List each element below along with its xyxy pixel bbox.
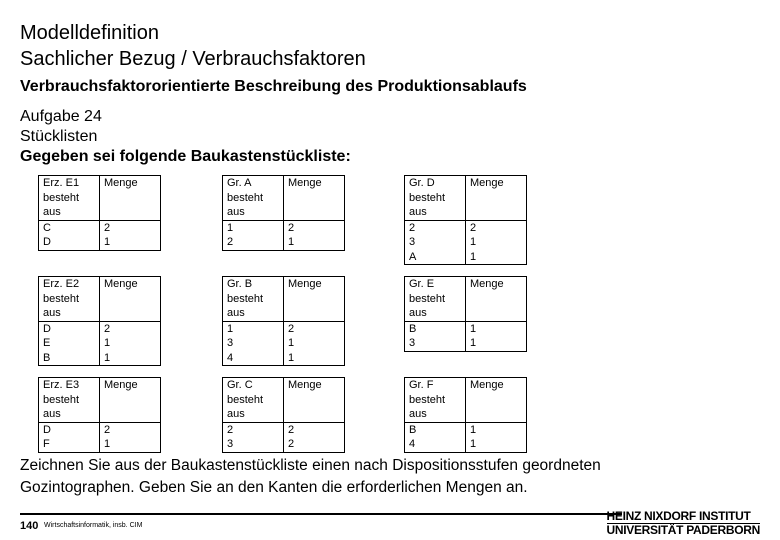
bom-quantity: 1 xyxy=(288,337,295,349)
bom-table xyxy=(222,276,345,366)
bom-quantity: 1 xyxy=(104,438,111,450)
bom-items-row xyxy=(405,422,527,452)
bom-table xyxy=(38,175,161,251)
bom-parent-cell xyxy=(405,378,466,423)
logo-line-2: UNIVERSITÄT PADERBORN xyxy=(606,523,760,537)
task-topic: Stücklisten xyxy=(20,128,98,145)
bom-parent-text: aus xyxy=(43,307,61,319)
bom-quantity: 1 xyxy=(104,351,111,364)
bom-header-row xyxy=(405,176,527,221)
bom-component: B xyxy=(409,322,417,335)
title-line-1: Modelldefinition xyxy=(20,22,159,44)
bom-quantity: 2 xyxy=(288,423,295,436)
bom-menge-header: Menge xyxy=(100,277,161,322)
bom-quantity: 1 xyxy=(470,322,477,335)
bom-component: 3 xyxy=(227,337,234,349)
bom-parent-text: besteht xyxy=(227,191,264,204)
bom-header-row xyxy=(405,277,527,322)
bom-parent-cell xyxy=(223,176,284,221)
bom-component: 4 xyxy=(227,351,234,364)
bom-table xyxy=(222,175,345,251)
bom-parent-text: Erz. E3 xyxy=(43,379,80,391)
bom-component-cell xyxy=(39,321,100,366)
bom-parent-text: Gr. A xyxy=(227,177,252,189)
bom-quantity-cell xyxy=(466,321,527,351)
instruction-line-1: Zeichnen Sie aus der Baukastenstückliste einen nach Dispositionsstufen geordneten xyxy=(20,457,601,474)
bom-table xyxy=(404,377,527,453)
bom-component: B xyxy=(43,351,51,364)
bom-quantity-cell xyxy=(466,422,527,452)
bom-items-row xyxy=(223,220,345,250)
bom-parent-cell xyxy=(39,378,100,423)
bom-parent-text: besteht xyxy=(227,393,264,406)
bom-component: 1 xyxy=(227,322,234,335)
page-number: 140 xyxy=(20,520,39,532)
bom-quantity: 1 xyxy=(104,236,111,248)
bom-quantity-cell xyxy=(100,321,161,366)
bom-quantity: 1 xyxy=(470,250,477,263)
bom-header-row xyxy=(405,378,527,423)
task-number: Aufgabe 24 xyxy=(20,108,102,125)
bom-component: F xyxy=(43,438,50,450)
institute-logo xyxy=(607,510,761,537)
bom-items-row xyxy=(39,220,161,250)
bom-component: 3 xyxy=(227,438,234,450)
bom-parent-cell xyxy=(405,176,466,221)
bom-menge-header: Menge xyxy=(466,176,527,221)
bom-component: 3 xyxy=(409,337,416,349)
bom-menge-header: Menge xyxy=(284,176,345,221)
bom-quantity: 1 xyxy=(288,236,295,248)
bom-component: D xyxy=(43,322,51,335)
bom-parent-text: besteht xyxy=(409,292,446,305)
bom-quantity-cell xyxy=(284,220,345,250)
bom-component-cell xyxy=(405,220,466,265)
bom-parent-cell xyxy=(223,277,284,322)
bom-quantity: 2 xyxy=(470,221,477,234)
bom-parent-text: aus xyxy=(43,206,61,218)
bom-parent-cell xyxy=(405,277,466,322)
bom-parent-cell xyxy=(223,378,284,423)
bom-parent-cell xyxy=(39,176,100,221)
bom-quantity: 2 xyxy=(104,322,111,335)
footer-course: Wirtschaftsinformatik, insb. CIM xyxy=(44,522,143,529)
bom-table xyxy=(222,377,345,453)
bom-quantity: 1 xyxy=(288,351,295,364)
bom-parent-text: aus xyxy=(227,206,245,218)
instruction-text xyxy=(20,455,720,499)
task-heading xyxy=(20,107,351,167)
bom-component: 2 xyxy=(227,423,234,436)
bom-quantity-cell xyxy=(100,422,161,452)
bom-parent-text: aus xyxy=(227,408,245,420)
bom-table xyxy=(38,377,161,453)
bom-parent-text: aus xyxy=(409,206,427,218)
bom-quantity: 1 xyxy=(470,438,477,450)
bom-component: C xyxy=(43,221,51,234)
task-given: Gegeben sei folgende Baukastenstückliste: xyxy=(20,148,351,165)
bom-parent-text: besteht xyxy=(227,292,264,305)
bom-quantity: 1 xyxy=(470,423,477,436)
bom-menge-header: Menge xyxy=(100,176,161,221)
bom-component: 2 xyxy=(227,236,234,248)
bom-quantity-cell xyxy=(100,220,161,250)
bom-component: E xyxy=(43,337,51,349)
footer-rule xyxy=(20,513,622,515)
bom-items-row xyxy=(39,422,161,452)
bom-header-row xyxy=(223,176,345,221)
title-line-2: Sachlicher Bezug / Verbrauchsfaktoren xyxy=(20,48,366,70)
bom-header-row xyxy=(39,176,161,221)
bom-menge-header: Menge xyxy=(100,378,161,423)
bom-parent-text: besteht xyxy=(409,393,446,406)
bom-quantity: 1 xyxy=(104,337,111,349)
bom-table xyxy=(404,175,527,265)
bom-component-cell xyxy=(405,422,466,452)
bom-menge-header: Menge xyxy=(466,378,527,423)
bom-quantity: 2 xyxy=(104,221,111,234)
bom-parent-text: Gr. F xyxy=(409,379,434,391)
bom-parent-text: besteht xyxy=(43,393,80,406)
bom-component: D xyxy=(43,236,51,248)
bom-parent-text: besteht xyxy=(409,191,446,204)
bom-quantity: 1 xyxy=(470,337,477,349)
bom-quantity: 2 xyxy=(288,438,295,450)
bom-items-row xyxy=(405,220,527,265)
bom-parent-text: aus xyxy=(43,408,61,420)
bom-quantity: 1 xyxy=(470,236,477,248)
bom-table xyxy=(404,276,527,352)
bom-header-row xyxy=(39,378,161,423)
bom-quantity: 2 xyxy=(288,322,295,335)
bom-parent-text: Gr. E xyxy=(409,278,435,290)
bom-quantity: 2 xyxy=(288,221,295,234)
bom-component-cell xyxy=(223,220,284,250)
bom-parent-cell xyxy=(39,277,100,322)
bom-component: D xyxy=(43,423,51,436)
bom-parent-text: besteht xyxy=(43,191,80,204)
bom-menge-header: Menge xyxy=(466,277,527,322)
instruction-line-2: Gozintographen. Geben Sie an den Kanten die erforderlichen Mengen an. xyxy=(20,479,528,496)
bom-parent-text: aus xyxy=(409,408,427,420)
bom-component: 1 xyxy=(227,221,234,234)
bom-component: 2 xyxy=(409,221,416,234)
bom-parent-text: aus xyxy=(409,307,427,319)
bom-component: 3 xyxy=(409,236,416,248)
bom-quantity-cell xyxy=(284,321,345,366)
bom-items-row xyxy=(223,321,345,366)
bom-component: 4 xyxy=(409,438,416,450)
bom-component-cell xyxy=(223,321,284,366)
bom-parent-text: Erz. E1 xyxy=(43,177,80,189)
bom-parent-text: besteht xyxy=(43,292,80,305)
bom-parent-text: aus xyxy=(227,307,245,319)
bom-menge-header: Menge xyxy=(284,277,345,322)
bom-parent-text: Gr. B xyxy=(227,278,253,290)
slide-subtitle: Verbrauchsfaktororientierte Beschreibung des Produktionsablaufs xyxy=(20,78,527,95)
bom-items-row xyxy=(39,321,161,366)
bom-quantity-cell xyxy=(466,220,527,265)
bom-parent-text: Gr. D xyxy=(409,177,435,189)
bom-component-cell xyxy=(39,422,100,452)
bom-component: B xyxy=(409,423,417,436)
bom-component-cell xyxy=(39,220,100,250)
bom-parent-text: Erz. E2 xyxy=(43,278,80,290)
bom-menge-header: Menge xyxy=(284,378,345,423)
bom-component: A xyxy=(409,250,417,263)
bom-quantity: 2 xyxy=(104,423,111,436)
bom-header-row xyxy=(223,277,345,322)
bom-items-row xyxy=(223,422,345,452)
bom-table xyxy=(38,276,161,366)
bom-header-row xyxy=(39,277,161,322)
bom-parent-text: Gr. C xyxy=(227,379,253,391)
bom-items-row xyxy=(405,321,527,351)
bom-header-row xyxy=(223,378,345,423)
bom-component-cell xyxy=(405,321,466,351)
bom-component-cell xyxy=(223,422,284,452)
slide-title xyxy=(20,20,366,72)
bom-quantity-cell xyxy=(284,422,345,452)
logo-line-1: HEINZ NIXDORF INSTITUT xyxy=(606,509,751,523)
